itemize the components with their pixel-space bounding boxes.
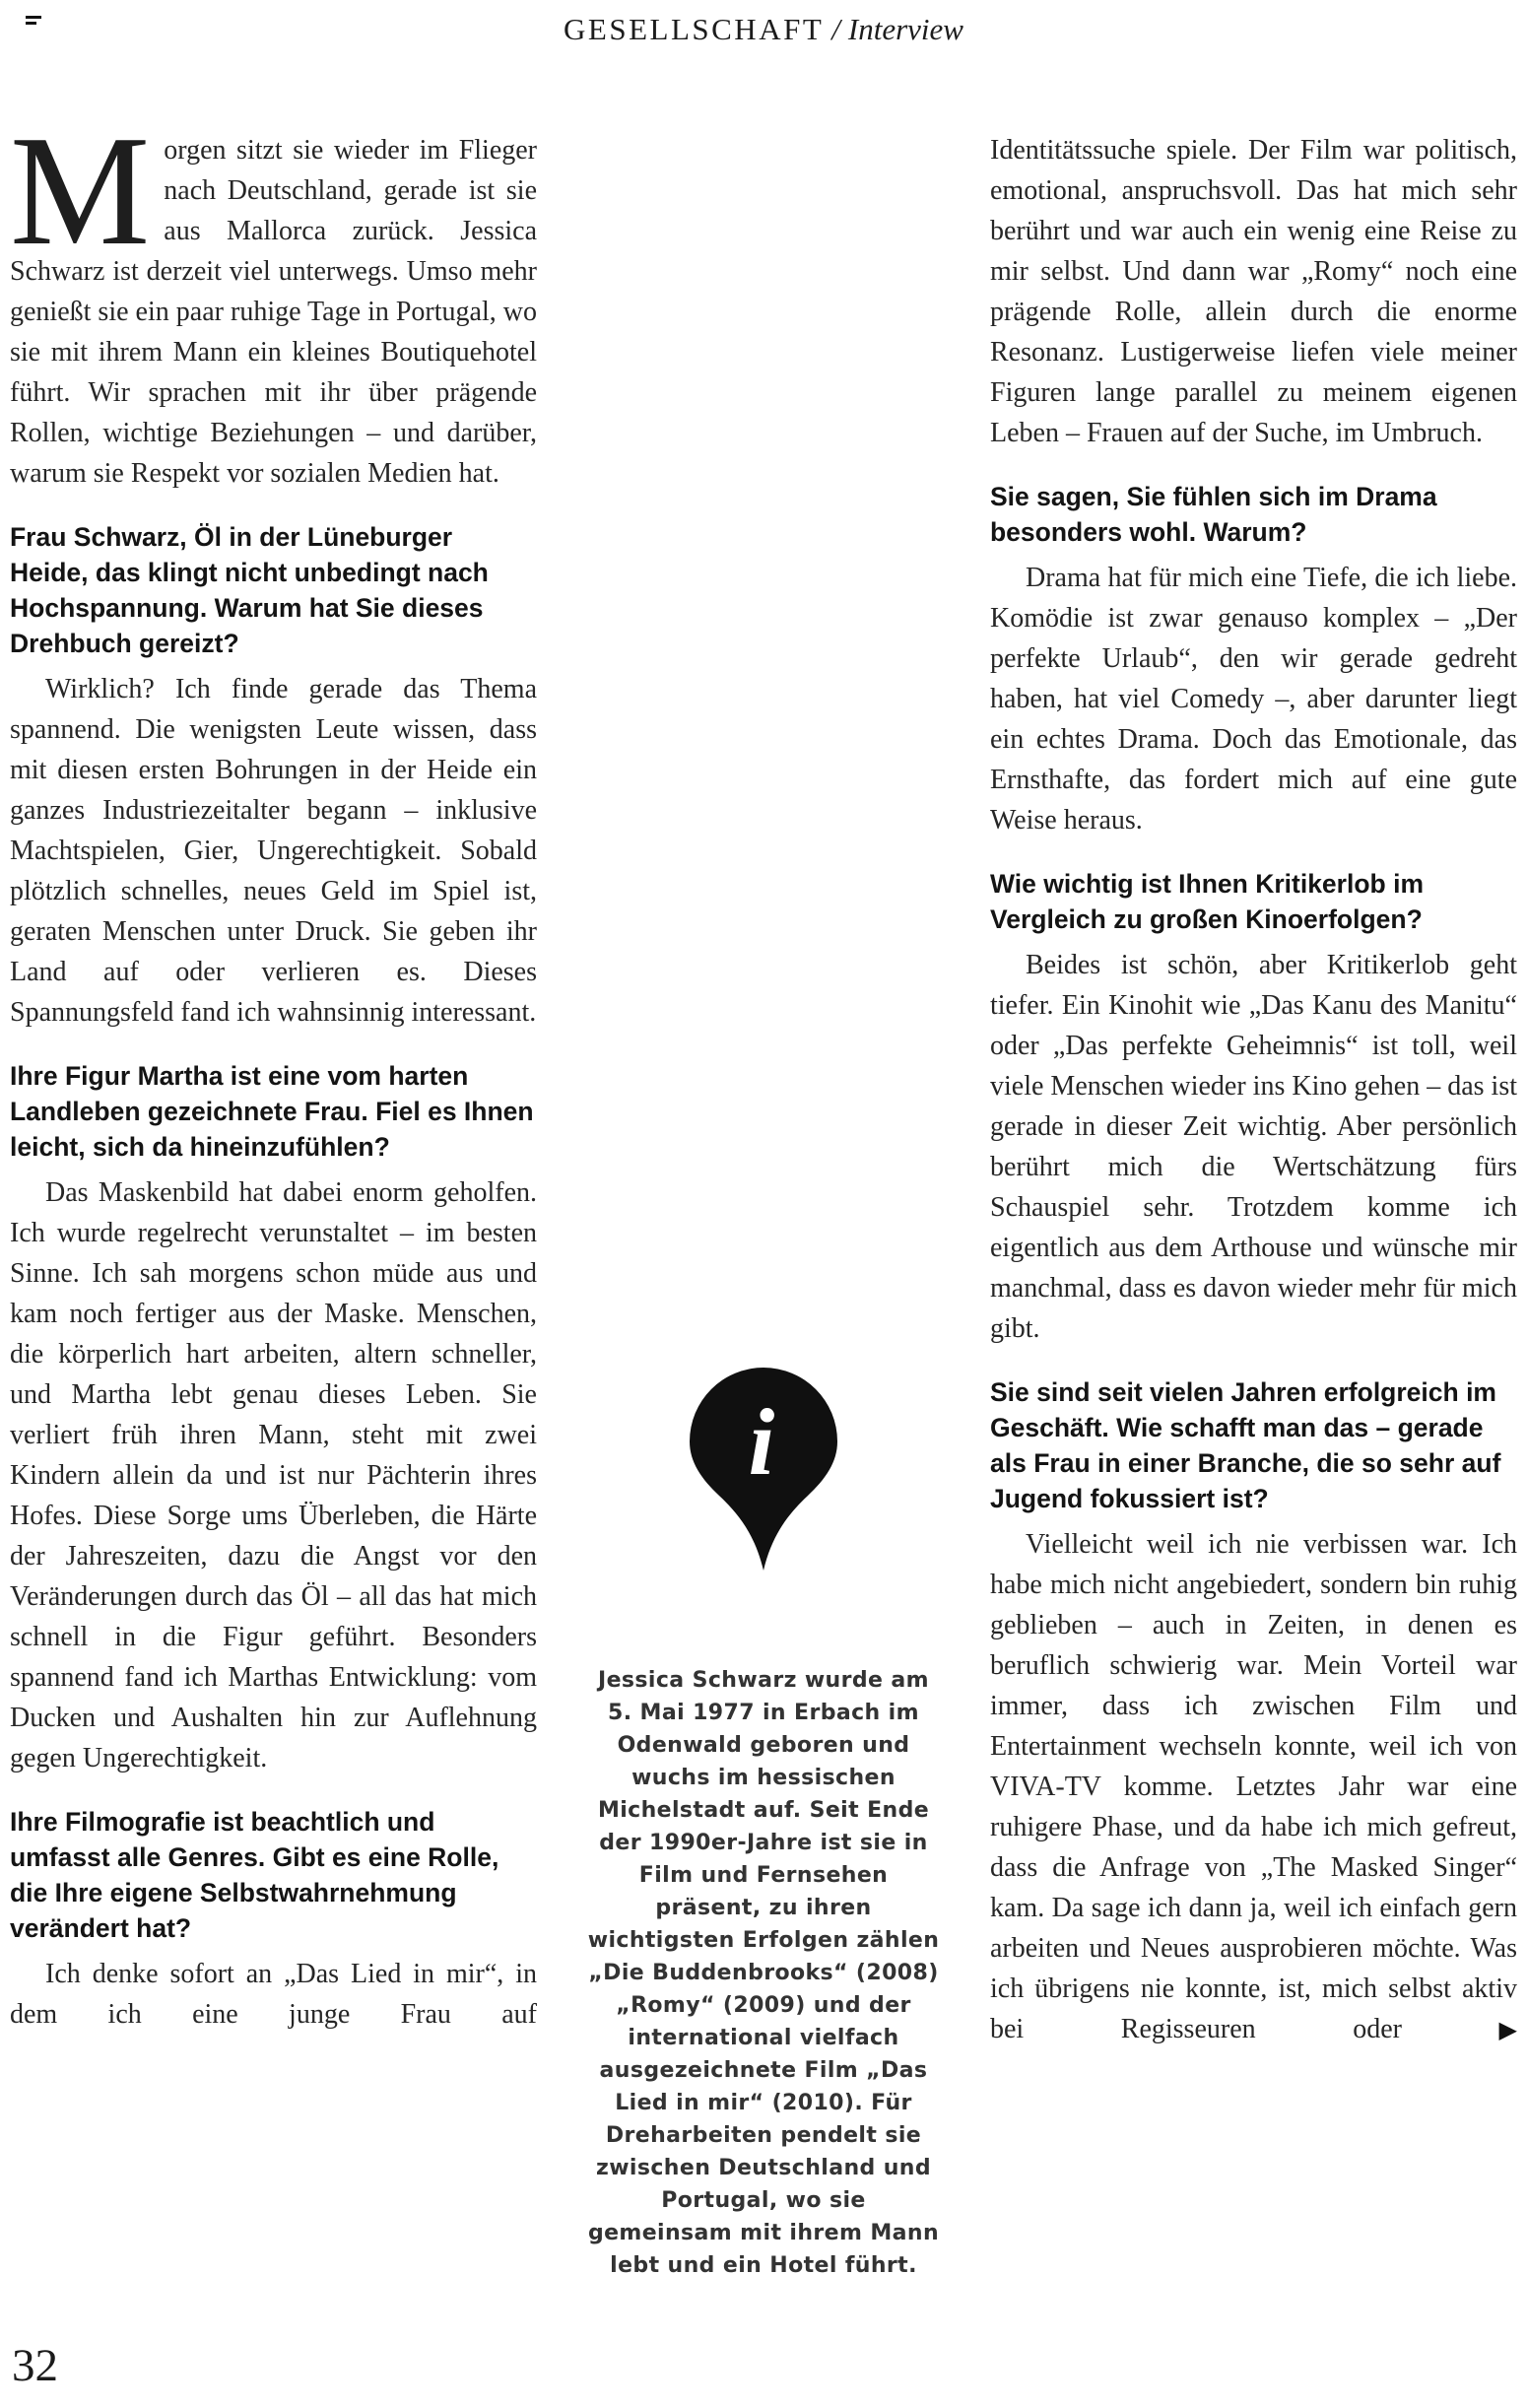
info-pin-icon xyxy=(690,1368,837,1575)
section-separator: / xyxy=(831,12,840,46)
interview-answer-5: Beides ist schön, aber Kritikerlob geht tiefer. Ein Kinohit wie „Das Kanu des Manitu“ oder „Das perfekte Geheimnis“ ist toll, weil viele Menschen wieder ins Kino gehen – das ist gerade in dieser Zeit wichtig. Aber persönlich berührt mich die Wertschätzung fürs Schauspiel sehr. Trotzdem komme ich eigentlich aus dem Arthouse und wünsche mir manchmal, dass es davon wieder mehr für mich gibt. xyxy=(990,950,1517,1344)
interview-answer-4: Drama hat für mich eine Tiefe, die ich liebe. Komödie ist zwar genauso komplex – „Der perfekte Urlaub“, den wir gerade gedreht haben, hat viel Comedy –, aber darunter liegt ein echtes Drama. Doch das Emotionale, das Ernsthafte, das fordert mich auf eine gute Weise heraus. xyxy=(990,563,1517,836)
info-pin-glyph: i xyxy=(748,1389,775,1495)
interview-question-6: Sie sind seit vielen Jahren erfolgreich im Geschäft. Wie schafft man das – gerade als Frau in einer Branche, die so sehr auf Jugend fokussiert ist? xyxy=(990,1377,1501,1513)
infobox-caption: Jessica Schwarz wurde am 5. Mai 1977 in Erbach im Odenwald geboren und wuchs im hessischen Michelstadt auf. Seit Ende der 1990er-Jahre ist sie in Film und Fernsehen präsent, zu ihren wichtigsten Erfolgen zählen „Die Buddenbrooks“ (2008) „Romy“ (2009) und der international vielfach ausgezeichnete Film „Das Lied in mir“ (2010). Für Dreharbeiten pendelt sie zwischen Deutschland und Portugal, wo sie gemeinsam mit ihrem Mann lebt und ein Hotel führt. xyxy=(587,1668,940,2278)
column-right xyxy=(990,130,1517,2282)
intro-text: orgen sitzt sie wieder im Flieger nach Deutschland, gerade ist sie aus Mallorca zurück. Jessica Schwarz ist derzeit viel unterwegs. Umso mehr genießt sie ein paar ruhige Tage in Portugal, wo sie mit ihrem Mann ein kleines Boutiquehotel führt. Wir sprachen mit ihr über prägende Rollen, wichtige Beziehungen – und darüber, warum sie Respekt vor sozialen Medien hat. xyxy=(10,135,537,489)
interview-question-1: Frau Schwarz, Öl in der Lüneburger Heide, das klingt nicht unbedingt nach Hochspannung. Warum hat Sie dieses Drehbuch gereizt? xyxy=(10,522,489,658)
interview-question-3: Ihre Filmografie ist beachtlich und umfasst alle Genres. Gibt es eine Rolle, die Ihre eigene Selbstwahrnehmung verändert hat? xyxy=(10,1807,499,1943)
article-columns xyxy=(10,102,1517,2282)
interview-answer-3-continued: Identitätssuche spiele. Der Film war politisch, emotional, anspruchsvoll. Das hat mich sehr berührt und war auch ein wenig eine Reise zu mir selbst. Und dann war „Romy“ noch eine prägende Rolle, allein durch die enorme Resonanz. Lustigerweise liefen viele meiner Figuren lange parallel zu meinem eigenen Leben – Frauen auf der Suche, im Umbruch. xyxy=(990,135,1517,448)
interview-answer-6-text: Vielleicht weil ich nie verbissen war. Ich habe mich nicht angebiedert, sondern bin ruhig geblieben – auch in Zeiten, in denen es beruflich schwierig war. Mein Vorteil war immer, dass ich zwischen Film und Entertainment wechseln konnte, weil ich von VIVA-TV komme. Letztes Jahr war eine ruhigere Phase, und da habe ich mich gefreut, dass die Anfrage von „The Masked Singer“ kam. Da sage ich dann ja, weil ich einfach gern arbeiten und Neues ausprobieren möchte. Was ich übrigens nie konnte, ist, mich selbst aktiv bei Regisseuren oder xyxy=(990,1529,1517,2044)
drop-cap: M xyxy=(10,102,151,278)
interview-answer-1: Wirklich? Ich finde gerade das Thema spannend. Die wenigsten Leute wissen, dass mit diesen ersten Bohrungen in der Heide ein ganzes Industriezeitalter begann – inklusive Machtspielen, Gier, Ungerechtigkeit. Sobald plötzlich schnelles, neues Geld im Spiel ist, geraten Menschen unter Druck. Sie geben ihr Land auf oder verlieren es. Dieses Spannungsfeld fand ich wahnsinnig interessant. xyxy=(10,674,537,1028)
subsection-label: Interview xyxy=(847,12,963,46)
continuation-arrow-icon: ▶ xyxy=(1498,2016,1517,2043)
interview-answer-6 xyxy=(990,1524,1517,2050)
page-number: 32 xyxy=(12,2340,58,2391)
section-label: GESELLSCHAFT xyxy=(564,12,825,46)
intro-paragraph xyxy=(10,102,537,494)
interview-answer-2: Das Maskenbild hat dabei enorm geholfen. Ich wurde regelrecht verunstaltet – im besten Sinne. Ich sah morgens schon müde aus und kam noch fertiger aus der Maske. Menschen, die körperlich hart arbeiten, altern schneller, und Martha lebt genau dieses Leben. Sie verliert früh ihren Mann, steht mit zwei Kindern allein da und ist nur Pächterin ihres Hofes. Diese Sorge ums Überleben, die Härte der Jahreszeiten, dazu die Angst vor den Veränderungen durch das Öl – all das hat mich schnell in die Figur geführt. Besonders spannend fand ich Marthas Entwicklung: vom Ducken und Aushalten hin zur Auflehnung gegen Ungerechtigkeit. xyxy=(10,1177,537,1773)
interview-question-5: Wie wichtig ist Ihnen Kritikerlob im Vergleich zu großen Kinoerfolgen? xyxy=(990,869,1425,934)
column-middle xyxy=(587,130,940,2282)
interview-answer-3-start: Ich denke sofort an „Das Lied in mir“, in dem ich eine junge Frau auf xyxy=(10,1959,537,2030)
column-left xyxy=(10,102,537,2282)
interview-question-4: Sie sagen, Sie fühlen sich im Drama besonders wohl. Warum? xyxy=(990,482,1437,547)
page-header xyxy=(0,12,1527,47)
interview-question-2: Ihre Figur Martha ist eine vom harten Landleben gezeichnete Frau. Fiel es Ihnen leicht, sich da hineinzufühlen? xyxy=(10,1061,534,1162)
